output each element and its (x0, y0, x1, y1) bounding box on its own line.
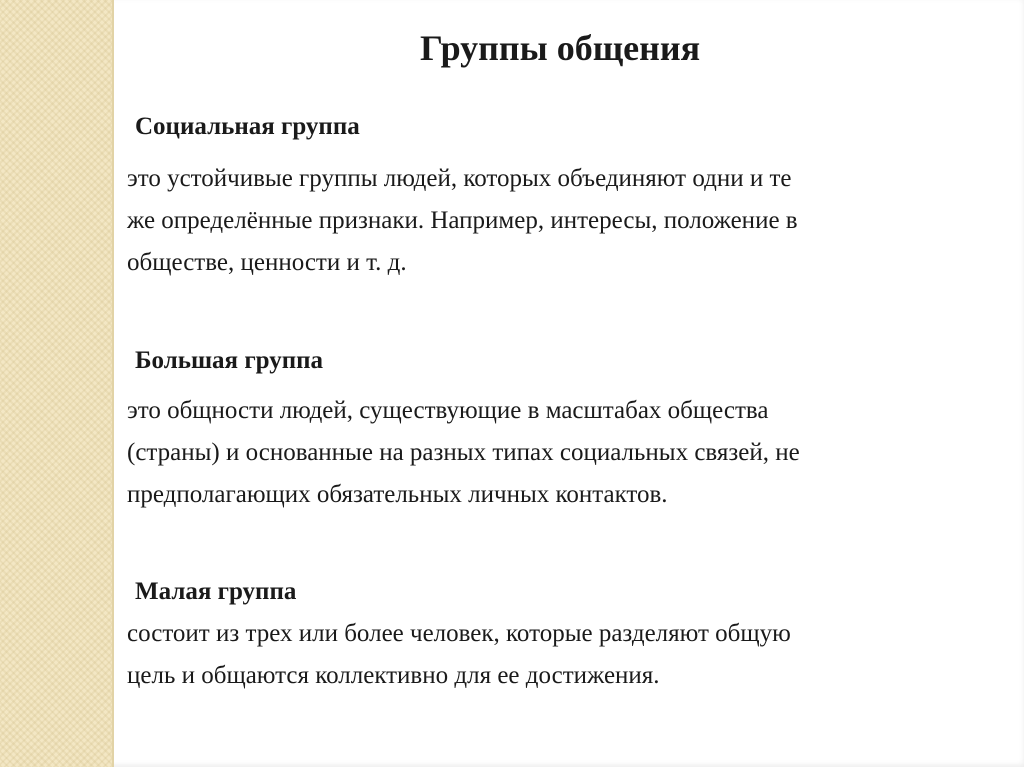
section-heading-small-group: Малая группа (135, 578, 297, 605)
section-heading-social-group: Социальная группа (135, 113, 360, 140)
text-line: это устойчивые группы людей, которых объединяют одни и те (127, 165, 792, 192)
text-line: же определённые признаки. Например, интересы, положение в (127, 207, 798, 234)
text-line: (страны) и основанные на разных типах социальных связей, не (127, 439, 800, 466)
text-line: цель и общаются коллективно для ее достижения. (127, 662, 660, 689)
section-text-social-group (127, 158, 977, 284)
text-line: состоит из трех или более человек, которые разделяют общую (127, 620, 791, 647)
text-line: предполагающих обязательных личных контактов. (127, 481, 668, 508)
text-line: это общности людей, существующие в масштабах общества (127, 397, 769, 424)
decorative-side-band (0, 0, 112, 767)
text-line: обществе, ценности и т. д. (127, 249, 407, 276)
section-text-large-group (127, 390, 977, 516)
side-band-divider (112, 0, 114, 767)
section-heading-large-group: Большая группа (135, 347, 324, 374)
slide-title: Группы общения (419, 28, 701, 68)
section-text-small-group (127, 613, 977, 697)
